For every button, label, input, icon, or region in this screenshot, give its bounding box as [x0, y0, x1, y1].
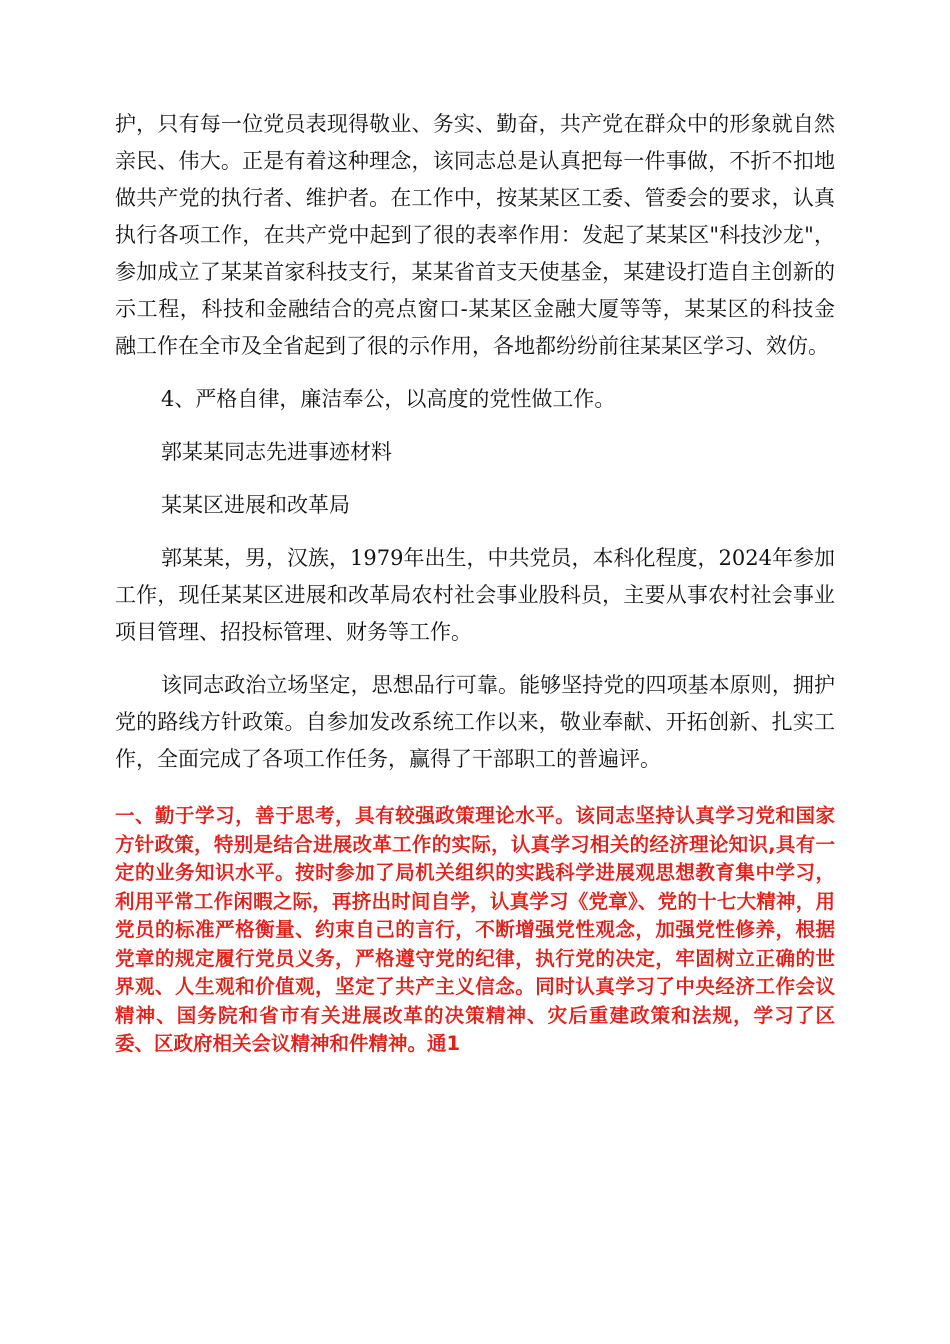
- paragraph-section-heading: 4、严格自律，廉洁奉公，以高度的党性做工作。: [161, 387, 616, 411]
- paragraph-political-stance: 该同志政治立场坚定，思想品行可靠。能够坚持党的四项基本原则，拥护党的路线方针政策。自参加发改系统工作以来，敬业奉献、开拓创新、扎实工作，全面完成了各项工作任务，赢得了干部职工的普遍评。: [115, 673, 835, 771]
- paragraph-department: 某某区进展和改革局: [161, 493, 350, 517]
- document-body: [115, 106, 835, 1059]
- paragraph-profile: 郭某某，男，汉族，1979年出生，中共党员，本科化程度，2024年参加工作，现任某某区进展和改革局农村社会事业股科员，主要从事农村社会事业项目管理、招投标管理、财务等工作。: [115, 546, 835, 644]
- paragraph-material-title: 郭某某同志先进事迹材料: [161, 440, 392, 464]
- paragraph-highlight-red: 一、勤于学习，善于思考，具有较强政策理论水平。该同志坚持认真学习党和国家方针政策，特别是结合进展改革工作的实际，认真学习相关的经济理论知识,具有一定的业务知识水平。按时参加了局机关组织的实践科学进展观思想教育集中学习，利用平常工作闲暇之际，再挤出时间自学，认真学习《党章》、党的十七大精神，用党员的标准严格衡量、约束自己的言行，不断增强党性观念，加强党性修养，根据党章的规定履行党员义务，严格遵守党的纪律，执行党的决定，牢固树立正确的世界观、人生观和价值观，坚定了共产主义信念。同时认真学习了中央经济工作会议精神、国务院和省市有关进展改革的决策精神、灾后重建政策和法规，学习了区委、区政府相关会议精神和件精神。通1: [115, 804, 835, 1055]
- paragraph-continuation: 护，只有每一位党员表现得敬业、务实、勤奋，共产党在群众中的形象就自然亲民、伟大。正是有着这种理念，该同志总是认真把每一件事做，不折不扣地做共产党的执行者、维护者。在工作中，按某某区工委、管委会的要求，认真执行各项工作，在共产党中起到了很的表率作用：发起了某某区"科技沙龙"，参加成立了某某首家科技支行，某某省首支天使基金，某建设打造自主创新的示工程，科技和金融结合的亮点窗口-某某区金融大厦等等，某某区的科技金融工作在全市及全省起到了很的示作用，各地都纷纷前往某某区学习、效仿。: [115, 112, 835, 358]
